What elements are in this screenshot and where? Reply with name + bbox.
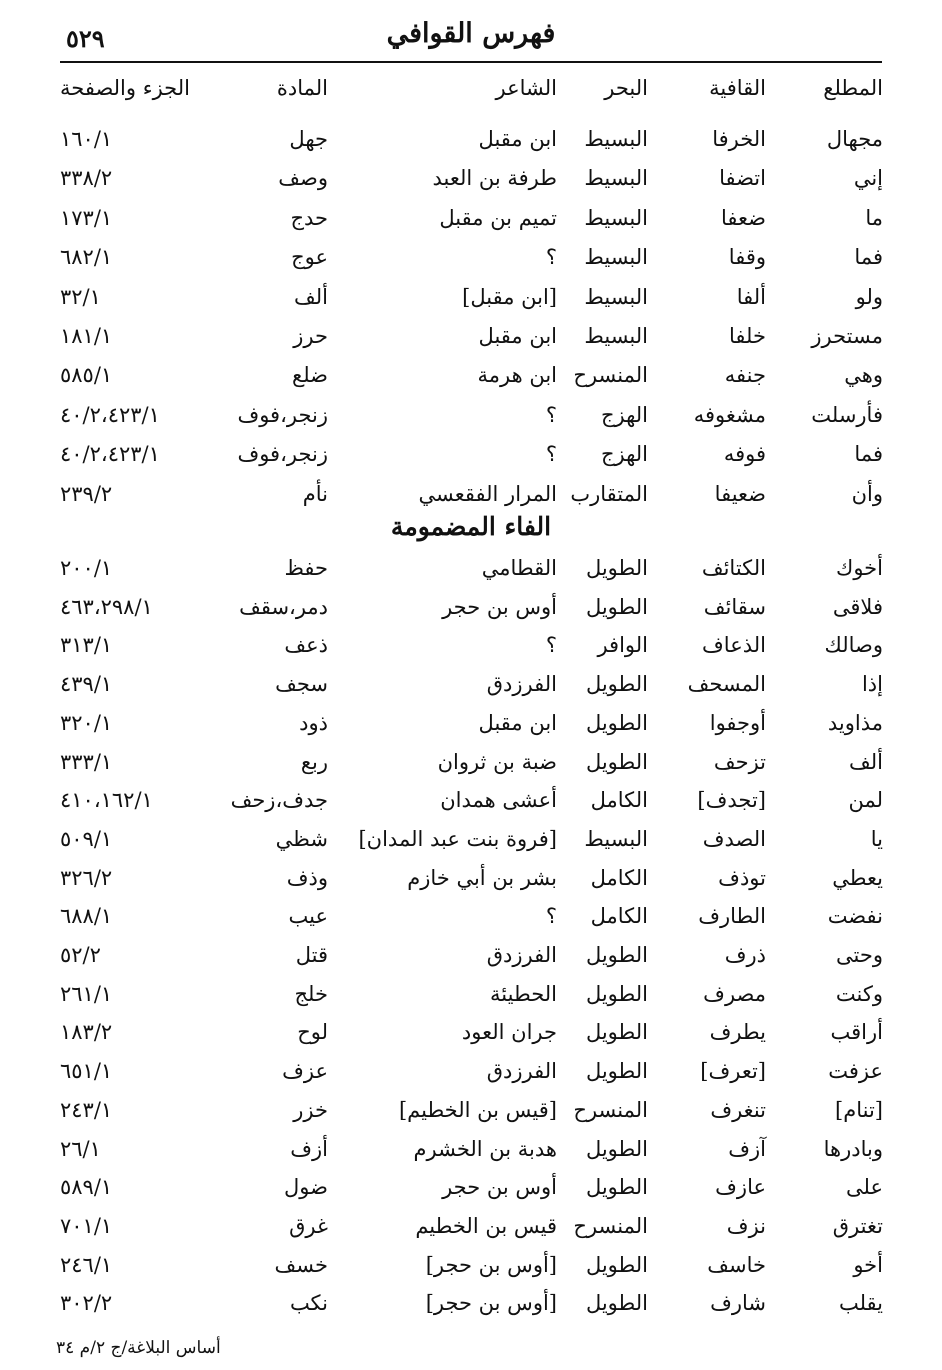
cell-qafiya: سقائف: [703, 595, 766, 619]
cell-matla: عزفت: [828, 1059, 883, 1083]
cell-qafiya: اتضفا: [719, 166, 766, 190]
cell-shaer: [فروة بنت عبد المدان]: [358, 827, 557, 851]
cell-madda: ذود: [299, 711, 328, 735]
cell-bahr: البسيط: [584, 245, 648, 269]
cell-madda: نأم: [302, 482, 328, 506]
table-row: [0, 1172, 942, 1206]
cell-qafiya: فوفه: [723, 442, 766, 466]
cell-qafiya: الصدف: [702, 827, 766, 851]
cell-madda: ضول: [284, 1175, 328, 1199]
cell-bahr: الكامل: [590, 788, 648, 812]
cell-qafiya: أوجفوا: [709, 711, 766, 735]
cell-bahr: الطويل: [585, 982, 648, 1006]
cell-madda: خسف: [274, 1253, 328, 1277]
cell-madda: عيب: [288, 904, 328, 928]
cell-madda: ذعف: [284, 633, 328, 657]
table-row: [0, 360, 942, 394]
cell-matla: ما: [865, 206, 883, 230]
table-row: [0, 1211, 942, 1245]
cell-madda: وصف: [278, 166, 328, 190]
cell-shaer: الفرزدق: [486, 672, 557, 696]
cell-madda: جدف،زحف: [230, 788, 328, 812]
cell-matla: يعطي: [832, 866, 883, 890]
page-header: [60, 14, 882, 54]
cell-juz: ١٨٣/٢: [60, 1020, 113, 1044]
cell-shaer: الفرزدق: [486, 943, 557, 967]
table-row: [0, 400, 942, 434]
table-row: [0, 553, 942, 587]
cell-shaer: طرفة بن العبد: [432, 166, 557, 190]
cell-matla: يا: [870, 827, 883, 851]
cell-madda: حدج: [290, 206, 328, 230]
table-row: [0, 1056, 942, 1090]
table-row: [0, 282, 942, 316]
cell-shaer: الفرزدق: [486, 1059, 557, 1083]
cell-shaer: ضبة بن ثروان: [437, 750, 557, 774]
col-bahr: البحر: [604, 76, 648, 100]
cell-madda: وذف: [286, 866, 328, 890]
cell-qafiya: خلفا: [729, 324, 766, 348]
cell-juz: ٤٦٣،٢٩٨/١: [60, 595, 153, 619]
cell-matla: فما: [854, 245, 883, 269]
cell-madda: غرق: [289, 1214, 328, 1238]
cell-qafiya: [تعرف]: [700, 1059, 766, 1083]
cell-qafiya: ألفا: [736, 285, 766, 309]
cell-juz: ٣٢٠/١: [60, 711, 113, 735]
cell-shaer: قيس بن الخطيم: [415, 1214, 557, 1238]
cell-shaer: بشر بن أبي خازم: [407, 866, 557, 890]
cell-shaer: جران العود: [461, 1020, 557, 1044]
table-row: [0, 1134, 942, 1168]
table-row: [0, 708, 942, 742]
cell-madda: سجف: [275, 672, 328, 696]
cell-qafiya: عازف: [715, 1175, 766, 1199]
cell-madda: عوج: [291, 245, 328, 269]
cell-matla: وصالك: [824, 633, 883, 657]
cell-bahr: البسيط: [584, 285, 648, 309]
cell-qafiya: المسحف: [687, 672, 766, 696]
table-row: [0, 124, 942, 158]
cell-bahr: الوافر: [597, 633, 648, 657]
cell-juz: ٧٠١/١: [60, 1214, 113, 1238]
cell-bahr: الطويل: [585, 1137, 648, 1161]
cell-madda: شظي: [275, 827, 328, 851]
col-qafiya: القافية: [709, 76, 766, 100]
cell-qafiya: ضعفا: [721, 206, 766, 230]
cell-matla: وكنت: [835, 982, 883, 1006]
cell-shaer: ابن مقبل: [478, 324, 557, 348]
table-row: [0, 439, 942, 473]
cell-bahr: البسيط: [584, 324, 648, 348]
cell-qafiya: الطارف: [698, 904, 766, 928]
cell-juz: ١٨١/١: [60, 324, 113, 348]
cell-shaer: القطامي: [481, 556, 557, 580]
cell-bahr: الطويل: [585, 1175, 648, 1199]
cell-bahr: الطويل: [585, 672, 648, 696]
cell-shaer: ابن هرمة: [477, 363, 557, 387]
page-number: ٥٢٩: [66, 24, 105, 53]
cell-qafiya: وقفا: [728, 245, 766, 269]
table-row: [0, 1250, 942, 1284]
cell-juz: ٢٦١/١: [60, 982, 113, 1006]
cell-madda: نكب: [289, 1291, 328, 1315]
cell-juz: ٣٣٣/١: [60, 750, 113, 774]
cell-qafiya: خاسف: [707, 1253, 766, 1277]
cell-juz: ٢٠٠/١: [60, 556, 113, 580]
cell-madda: دمر،سقف: [239, 595, 328, 619]
cell-shaer: تميم بن مقبل: [439, 206, 557, 230]
cell-bahr: الكامل: [590, 904, 648, 928]
cell-bahr: الهزج: [600, 442, 648, 466]
cell-matla: [تنام]: [835, 1098, 883, 1122]
cell-bahr: الطويل: [585, 1253, 648, 1277]
cell-juz: ١٦٠/١: [60, 127, 113, 151]
cell-juz: ٤٣٩/١: [60, 672, 113, 696]
cell-juz: ٤٠/٢،٤٢٣/١: [60, 442, 160, 466]
cell-juz: ٤١٠،١٦٢/١: [60, 788, 153, 812]
cell-bahr: البسيط: [584, 166, 648, 190]
table-row: [0, 863, 942, 897]
cell-bahr: المنسرح: [573, 1214, 648, 1238]
cell-bahr: الطويل: [585, 1059, 648, 1083]
cell-juz: ٥٢/٢: [60, 943, 101, 967]
table-row: [0, 479, 942, 513]
cell-bahr: البسيط: [584, 206, 648, 230]
cell-qafiya: تنغرف: [710, 1098, 766, 1122]
cell-madda: ربع: [300, 750, 328, 774]
table-row: [0, 747, 942, 781]
page-title: فهرس القوافي: [386, 18, 556, 49]
cell-matla: على: [846, 1175, 883, 1199]
cell-shaer: ابن مقبل: [478, 711, 557, 735]
cell-juz: ٦٥١/١: [60, 1059, 113, 1083]
cell-juz: ٣٢٦/٢: [60, 866, 113, 890]
cell-shaer: أعشى همدان: [440, 788, 557, 812]
cell-matla: أراقب: [830, 1020, 883, 1044]
cell-shaer: [قيس بن الخطيم]: [398, 1098, 557, 1122]
cell-madda: جهل: [289, 127, 328, 151]
cell-shaer: الحطيئة: [490, 982, 557, 1006]
cell-juz: ٥٨٩/١: [60, 1175, 113, 1199]
table-row: [0, 669, 942, 703]
cell-matla: يقلب: [838, 1291, 883, 1315]
cell-juz: ٥٨٥/١: [60, 363, 113, 387]
cell-madda: خلج: [294, 982, 328, 1006]
cell-bahr: الطويل: [585, 1020, 648, 1044]
cell-matla: أخوك: [836, 556, 883, 580]
table-row: [0, 242, 942, 276]
cell-juz: ٢٣٩/٢: [60, 482, 113, 506]
cell-madda: قتل: [295, 943, 328, 967]
cell-juz: ٦٨٨/١: [60, 904, 113, 928]
cell-matla: وبادرها: [823, 1137, 883, 1161]
cell-juz: ٢٤٣/١: [60, 1098, 113, 1122]
cell-qafiya: الخرفا: [712, 127, 766, 151]
cell-shaer: [ابن مقبل]: [462, 285, 557, 309]
cell-madda: ألف: [294, 285, 328, 309]
cell-matla: مجهال: [826, 127, 883, 151]
cell-qafiya: [تجدف]: [697, 788, 766, 812]
cell-juz: ٣٣٨/٢: [60, 166, 113, 190]
table-row: [0, 979, 942, 1013]
cell-madda: ضلع: [292, 363, 328, 387]
header-rule: [60, 61, 882, 63]
cell-madda: أزف: [290, 1137, 328, 1161]
cell-qafiya: الكتائف: [701, 556, 766, 580]
table-row: [0, 321, 942, 355]
cell-qafiya: الذعاف: [702, 633, 766, 657]
cell-bahr: الهزج: [600, 403, 648, 427]
cell-bahr: الكامل: [590, 866, 648, 890]
cell-juz: ٦٨٢/١: [60, 245, 113, 269]
table-row: [0, 203, 942, 237]
cell-madda: حرز: [293, 324, 328, 348]
cell-bahr: الطويل: [585, 711, 648, 735]
cell-matla: وهي: [844, 363, 883, 387]
cell-madda: عزف: [282, 1059, 328, 1083]
cell-juz: ٣٠٢/٢: [60, 1291, 113, 1315]
cell-matla: فأرسلت: [811, 403, 883, 427]
cell-matla: وأن: [851, 482, 883, 506]
cell-juz: ٢٦/١: [60, 1137, 101, 1161]
cell-bahr: الطويل: [585, 556, 648, 580]
cell-shaer: أوس بن حجر: [442, 1175, 557, 1199]
cell-shaer: ؟: [545, 442, 557, 466]
section-title: الفاء المضمومة: [390, 512, 552, 541]
cell-matla: وحتى: [836, 943, 883, 967]
cell-qafiya: مصرف: [703, 982, 766, 1006]
cell-qafiya: آزف: [728, 1137, 766, 1161]
table-row: [0, 1095, 942, 1129]
cell-shaer: هدبة بن الخشرم: [413, 1137, 557, 1161]
cell-shaer: ؟: [545, 633, 557, 657]
cell-shaer: المرار الفقعسي: [418, 482, 557, 506]
cell-bahr: الطويل: [585, 943, 648, 967]
cell-matla: تغترق: [832, 1214, 883, 1238]
cell-matla: إذا: [861, 672, 883, 696]
cell-qafiya: ذرف: [724, 943, 766, 967]
cell-madda: لوح: [297, 1020, 328, 1044]
cell-matla: لمن: [848, 788, 883, 812]
table-row: [0, 630, 942, 664]
cell-madda: حفظ: [284, 556, 328, 580]
cell-qafiya: جنفه: [724, 363, 766, 387]
table-row: [0, 1288, 942, 1322]
cell-matla: فلاقى: [832, 595, 883, 619]
cell-qafiya: نزف: [726, 1214, 766, 1238]
cell-bahr: الطويل: [585, 595, 648, 619]
cell-matla: نفضت: [827, 904, 883, 928]
cell-shaer: ابن مقبل: [478, 127, 557, 151]
cell-bahr: المنسرح: [573, 1098, 648, 1122]
cell-qafiya: ضعيفا: [714, 482, 766, 506]
cell-qafiya: شارف: [710, 1291, 766, 1315]
cell-matla: ولو: [855, 285, 883, 309]
col-matla: المطلع: [823, 76, 883, 100]
page-footer: أساس البلاغة/ج ٢/م ٣٤: [56, 1338, 221, 1358]
table-row: [0, 785, 942, 819]
table-row: [0, 940, 942, 974]
cell-matla: مذاويد: [827, 711, 883, 735]
cell-matla: إني: [853, 166, 883, 190]
cell-juz: ٢٤٦/١: [60, 1253, 113, 1277]
cell-matla: أخو: [853, 1253, 883, 1277]
cell-shaer: ؟: [545, 245, 557, 269]
cell-bahr: المتقارب: [570, 482, 648, 506]
cell-shaer: أوس بن حجر: [442, 595, 557, 619]
cell-madda: زنجر،فوف: [237, 442, 328, 466]
cell-qafiya: يطرف: [709, 1020, 766, 1044]
cell-juz: ٥٠٩/١: [60, 827, 113, 851]
cell-matla: ألف: [849, 750, 883, 774]
cell-bahr: الطويل: [585, 750, 648, 774]
table-row: [0, 592, 942, 626]
cell-bahr: البسيط: [584, 127, 648, 151]
cell-shaer: [أوس بن حجر]: [425, 1253, 557, 1277]
cell-shaer: ؟: [545, 904, 557, 928]
cell-juz: ٣٢/١: [60, 285, 101, 309]
table-row: [0, 1017, 942, 1051]
table-row: [0, 824, 942, 858]
table-row: [0, 901, 942, 935]
col-shaer: الشاعر: [495, 76, 557, 100]
cell-qafiya: مشغوفه: [693, 403, 766, 427]
cell-juz: ١٧٣/١: [60, 206, 113, 230]
cell-qafiya: تزحف: [713, 750, 766, 774]
cell-madda: خزر: [293, 1098, 328, 1122]
cell-madda: زنجر،فوف: [237, 403, 328, 427]
cell-shaer: ؟: [545, 403, 557, 427]
col-madda: المادة: [276, 76, 328, 100]
column-headers: [0, 73, 942, 103]
cell-bahr: الطويل: [585, 1291, 648, 1315]
table-row: [0, 163, 942, 197]
col-juz: الجزء والصفحة: [60, 76, 190, 100]
cell-bahr: البسيط: [584, 827, 648, 851]
cell-qafiya: توذف: [718, 866, 766, 890]
cell-matla: مستحرز: [811, 324, 883, 348]
cell-matla: فما: [854, 442, 883, 466]
cell-bahr: المنسرح: [573, 363, 648, 387]
cell-juz: ٤٠/٢،٤٢٣/١: [60, 403, 160, 427]
cell-shaer: [أوس بن حجر]: [425, 1291, 557, 1315]
cell-juz: ٣١٣/١: [60, 633, 113, 657]
